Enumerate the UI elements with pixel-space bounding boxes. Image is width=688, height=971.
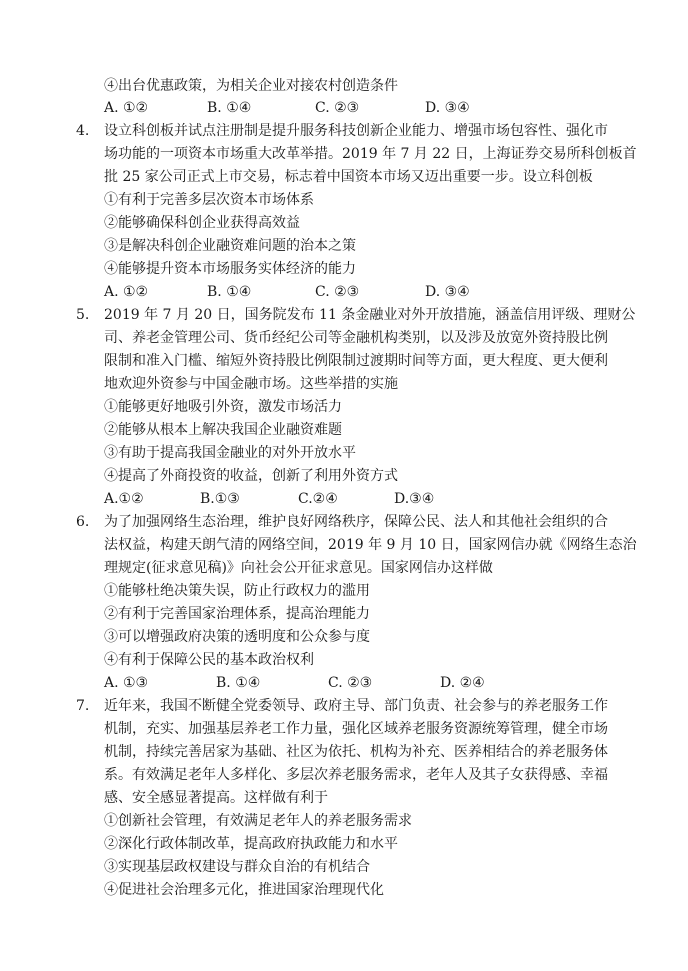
q6-statement-1: ①能够杜绝决策失误，防止行政权力的滥用 bbox=[104, 583, 370, 599]
q4-statement-1: ①有利于完善多层次资本市场体系 bbox=[104, 192, 314, 208]
q6-statement-2: ②有利于完善国家治理体系，提高治理能力 bbox=[104, 606, 370, 622]
q3-option-b: B. ①④ bbox=[207, 100, 252, 116]
q6-stem-1: 为了加强网络生态治理，维护良好网络秩序，保障公民、法人和其他社会组织的合 bbox=[104, 514, 608, 530]
q7-stem-5: 感、安全感显著提高。这样做有利于 bbox=[104, 790, 328, 806]
q4-option-c: C. ②③ bbox=[315, 284, 360, 300]
q6-statement-3: ③可以增强政府决策的透明度和公众参与度 bbox=[104, 629, 370, 645]
q5-statement-1: ①能够更好地吸引外资，激发市场活力 bbox=[104, 399, 342, 415]
q6-number: 6. bbox=[76, 514, 90, 530]
q3-option-d: D. ③④ bbox=[425, 100, 470, 116]
q6-stem-2: 法权益，构建天朗气清的网络空间，2019 年 9 月 10 日，国家网信办就《网络生态治 bbox=[104, 537, 637, 553]
q3-statement-4: ④出台优惠政策，为相关企业对接农村创造条件 bbox=[104, 78, 398, 94]
q5-option-b: B.①③ bbox=[200, 491, 240, 507]
q6-stem-3: 理规定(征求意见稿)》向社会公开征求意见。国家网信办这样做 bbox=[104, 560, 493, 576]
q5-option-a: A.①② bbox=[104, 491, 144, 507]
q5-stem-4: 地欢迎外资参与中国金融市场。这些举措的实施 bbox=[104, 376, 398, 392]
q6-option-a: A. ①③ bbox=[104, 675, 149, 691]
q3-option-c: C. ②③ bbox=[315, 100, 360, 116]
q7-stem-4: 系。有效满足老年人多样化、多层次养老服务需求，老年人及其子女获得感、幸福 bbox=[104, 767, 608, 783]
q7-stem-2: 机制，充实、加强基层养老工作力量，强化区域养老服务资源统筹管理，健全市场 bbox=[104, 721, 608, 737]
q4-stem-1: 设立科创板并试点注册制是提升服务科技创新企业能力、增强市场包容性、强化市 bbox=[104, 123, 608, 139]
q3-option-a: A. ①② bbox=[104, 100, 149, 116]
q4-number: 4. bbox=[76, 123, 90, 139]
q6-statement-4: ④有利于保障公民的基本政治权利 bbox=[104, 652, 314, 668]
q7-statement-4: ④促进社会治理多元化，推进国家治理现代化 bbox=[104, 882, 384, 898]
q5-number: 5. bbox=[76, 307, 90, 323]
q5-statement-2: ②能够从根本上解决我国企业融资难题 bbox=[104, 422, 342, 438]
q4-option-a: A. ①② bbox=[104, 284, 149, 300]
q6-option-c: C. ②③ bbox=[328, 675, 373, 691]
q5-option-d: D.③④ bbox=[394, 491, 435, 507]
q6-option-b: B. ①④ bbox=[216, 675, 261, 691]
q7-number: 7. bbox=[76, 698, 90, 714]
q7-stem-3: 机制，持续完善居家为基础、社区为依托、机构为补充、医养相结合的养老服务体 bbox=[104, 744, 608, 760]
q7-statement-3: ③实现基层政权建设与群众自治的有机结合 bbox=[104, 859, 370, 875]
q4-stem-2: 场功能的一项资本市场重大改革举措。2019 年 7 月 22 日，上海证券交易所科创板首 bbox=[104, 146, 637, 162]
q7-statement-2: ②深化行政体制改革，提高政府执政能力和水平 bbox=[104, 836, 398, 852]
q6-option-d: D. ②④ bbox=[440, 675, 485, 691]
q4-option-d: D. ③④ bbox=[425, 284, 470, 300]
q4-statement-3: ③是解决科创企业融资难问题的治本之策 bbox=[104, 238, 356, 254]
q7-stem-1: 近年来，我国不断健全党委领导、政府主导、部门负责、社会参与的养老服务工作 bbox=[104, 698, 608, 714]
q5-stem-1: 2019 年 7 月 20 日，国务院发布 11 条金融业对外开放措施，涵盖信用评级、理财公 bbox=[104, 307, 636, 323]
q5-statement-3: ③有助于提高我国金融业的对外开放水平 bbox=[104, 445, 356, 461]
q4-statement-2: ②能够确保科创企业获得高效益 bbox=[104, 215, 300, 231]
q5-statement-4: ④提高了外商投资的收益，创新了利用外资方式 bbox=[104, 468, 398, 484]
q5-stem-3: 限制和准入门槛、缩短外资持股比例限制过渡期时间等方面，更大程度、更大便利 bbox=[104, 353, 608, 369]
q4-statement-4: ④能够提升资本市场服务实体经济的能力 bbox=[104, 261, 356, 277]
q4-option-b: B. ①④ bbox=[207, 284, 252, 300]
q7-statement-1: ①创新社会管理，有效满足老年人的养老服务需求 bbox=[104, 813, 412, 829]
q5-stem-2: 司、养老金管理公司、货币经纪公司等金融机构类别，以及涉及放宽外资持股比例 bbox=[104, 330, 608, 346]
q5-option-c: C.②④ bbox=[298, 491, 338, 507]
q4-stem-3: 批 25 家公司正式上市交易，标志着中国资本市场又迈出重要一步。设立科创板 bbox=[104, 169, 593, 185]
